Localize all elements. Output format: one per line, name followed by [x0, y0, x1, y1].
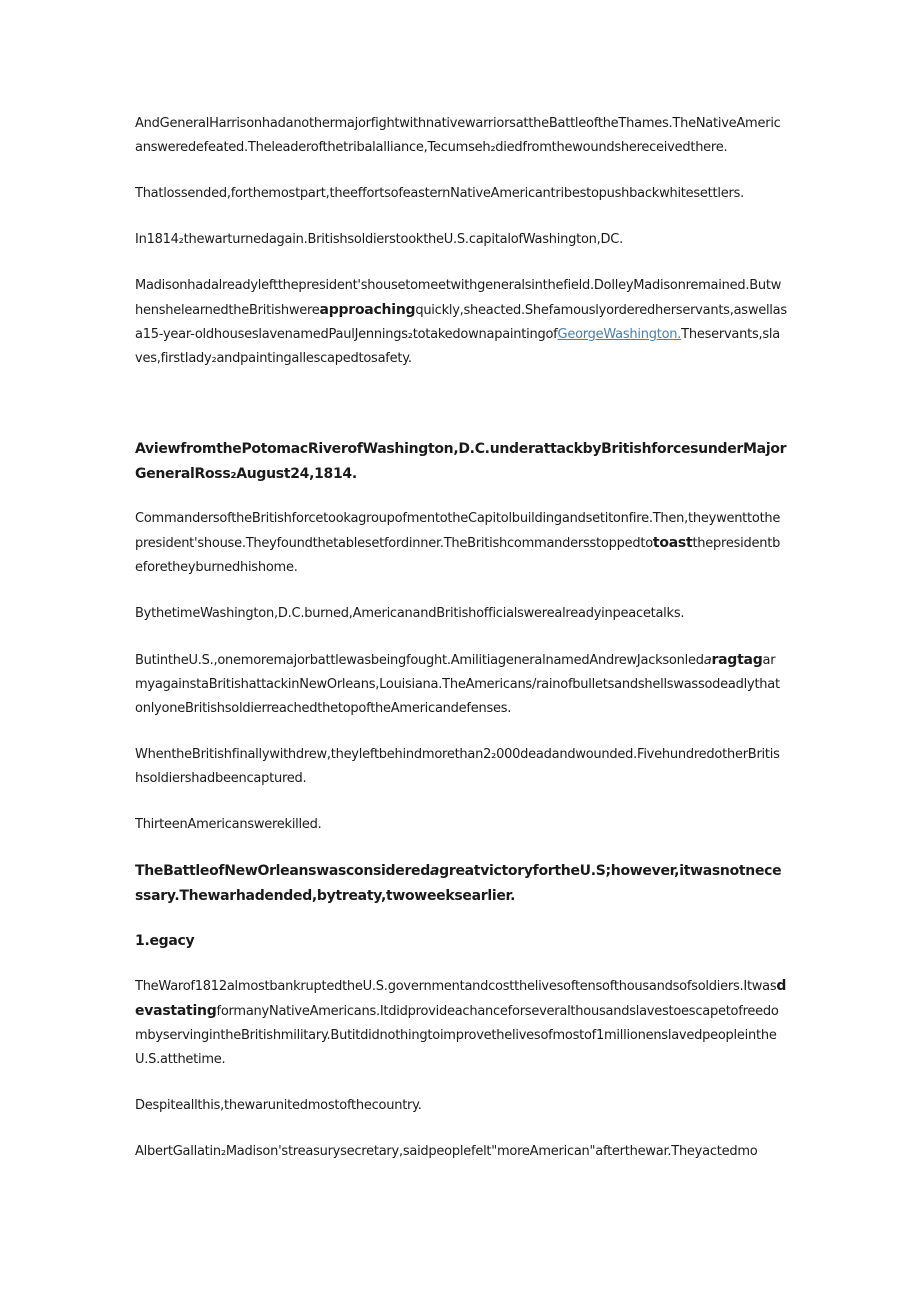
- text-run: TheWarof1812almostbankruptedtheU.S.governmentandcostthelivesoftensofthousandsofsoldiers.Itwas: [135, 979, 777, 994]
- text-run: Madisonhadalreadyleftthepresident'shousetomeetwithgeneralsinthefield.DolleyMadisonremained.ButwhenshelearnedtheBritishwere: [135, 278, 782, 318]
- paragraph-gallatin: AlbertGallatin₂Madison'streasurysecretary,saidpeoplefelt"moreAmerican"afterthewar.Theyactedmo: [135, 1144, 758, 1159]
- paragraph-battle-summary: [135, 859, 787, 909]
- image-caption: AviewfromthePotomacRiverofWashington,D.C.underattackbyBritishforcesunderMajorGeneralRoss₂August24,1814.: [135, 441, 787, 482]
- paragraph-thames: AndGeneralHarrisonhadanothermajorfightwithnativewarriorsattheBattleoftheThames.TheNativeAmericansweredefeated.Theleaderofthetribalalliance,Tecumseh₂diedfromthewoundshereceivedthere.: [135, 116, 781, 155]
- text-run: ButintheU.S.,onemoremajorbattlewasbeingfought.AmilitiageneralnamedAndrewJacksonled: [135, 653, 704, 668]
- italic-a: a: [429, 863, 440, 879]
- text-run: armyagainstaBritishattackinNewOrleans,Louisiana.TheAmericans/rainofbulletsandshellswassodeadlythatonlyoneBritishsoldierreachedthetopoftheAmericandefenses.: [135, 653, 780, 716]
- article-body: [135, 112, 787, 1164]
- paragraph-dolley-madison: [135, 274, 787, 371]
- text-run: CommandersoftheBritishforcetookagroupofmentotheCapitolbuildingandsetitonfire.Then,theywenttothepresident'shouse.Theyfoundthetablesetfordinner.TheBritishcommandersstoppedto: [135, 511, 781, 551]
- text-run: TheBattleofNewOrleanswasconsidered: [135, 863, 430, 879]
- paragraph-war-of-1812: [135, 974, 787, 1072]
- keyword-devastating: devastating: [135, 978, 787, 1019]
- paragraph-1814: In1814₂thewarturnedagain.BritishsoldierstooktheU.S.capitalofWashington,DC.: [135, 232, 623, 247]
- keyword-toast: toast: [652, 535, 693, 551]
- paragraph-killed: ThirteenAmericanswerekilled.: [135, 817, 322, 832]
- text-run: thepresidentbeforetheyburnedhishome.: [135, 536, 781, 575]
- george-washington-link[interactable]: GeorgeWashington.: [557, 327, 682, 342]
- text-run: formanyNativeAmericans.ItdidprovideachanceforseveralthousandslavestoescapetofreedombyservingintheBritishmilitary.Butitdidnothingtoimprovethelivesofmostof1millionenslavedpeopleintheU.S.atthetime.: [135, 1004, 779, 1067]
- text-run: Theservants,slaves,firstIady₂andpaintingallescapedtosafety.: [135, 327, 780, 366]
- paragraph-commanders: [135, 507, 787, 580]
- heading-legacy: 1.egacy: [135, 933, 195, 949]
- paragraph-united: Despiteallthis,thewarunitedmostofthecountry.: [135, 1098, 422, 1113]
- text-run: quickly,sheacted.Shefamouslyorderedherservants,aswellasa15-year-oldhouseslavenamedPaulJennings₂totakedownapaintingof: [135, 303, 787, 342]
- italic-a: a: [703, 653, 712, 668]
- keyword-ragtag: ragtag: [711, 652, 763, 668]
- paragraph-withdrew: WhentheBritishfinallywithdrew,theyleftbehindmorethan2₂000deadandwounded.FivehundredotherBritishsoldiershadbeencaptured.: [135, 747, 780, 786]
- paragraph-loss: Thatlossended,forthemostpart,theeffortsofeasternNativeAmericantribestopushbackwhitesettlers.: [135, 186, 744, 201]
- keyword-approaching: approaching: [319, 302, 416, 318]
- paragraph-peace-talks: BythetimeWashington,D.C.burned,AmericanandBritishofficialswerealreadyinpeacetalks.: [135, 606, 685, 621]
- text-run: greatvictoryfortheU.S;however,itwasnotnecessary.Thewarhadended,bytreaty,twoweeksearlier.: [135, 863, 782, 904]
- paragraph-new-orleans: [135, 648, 787, 721]
